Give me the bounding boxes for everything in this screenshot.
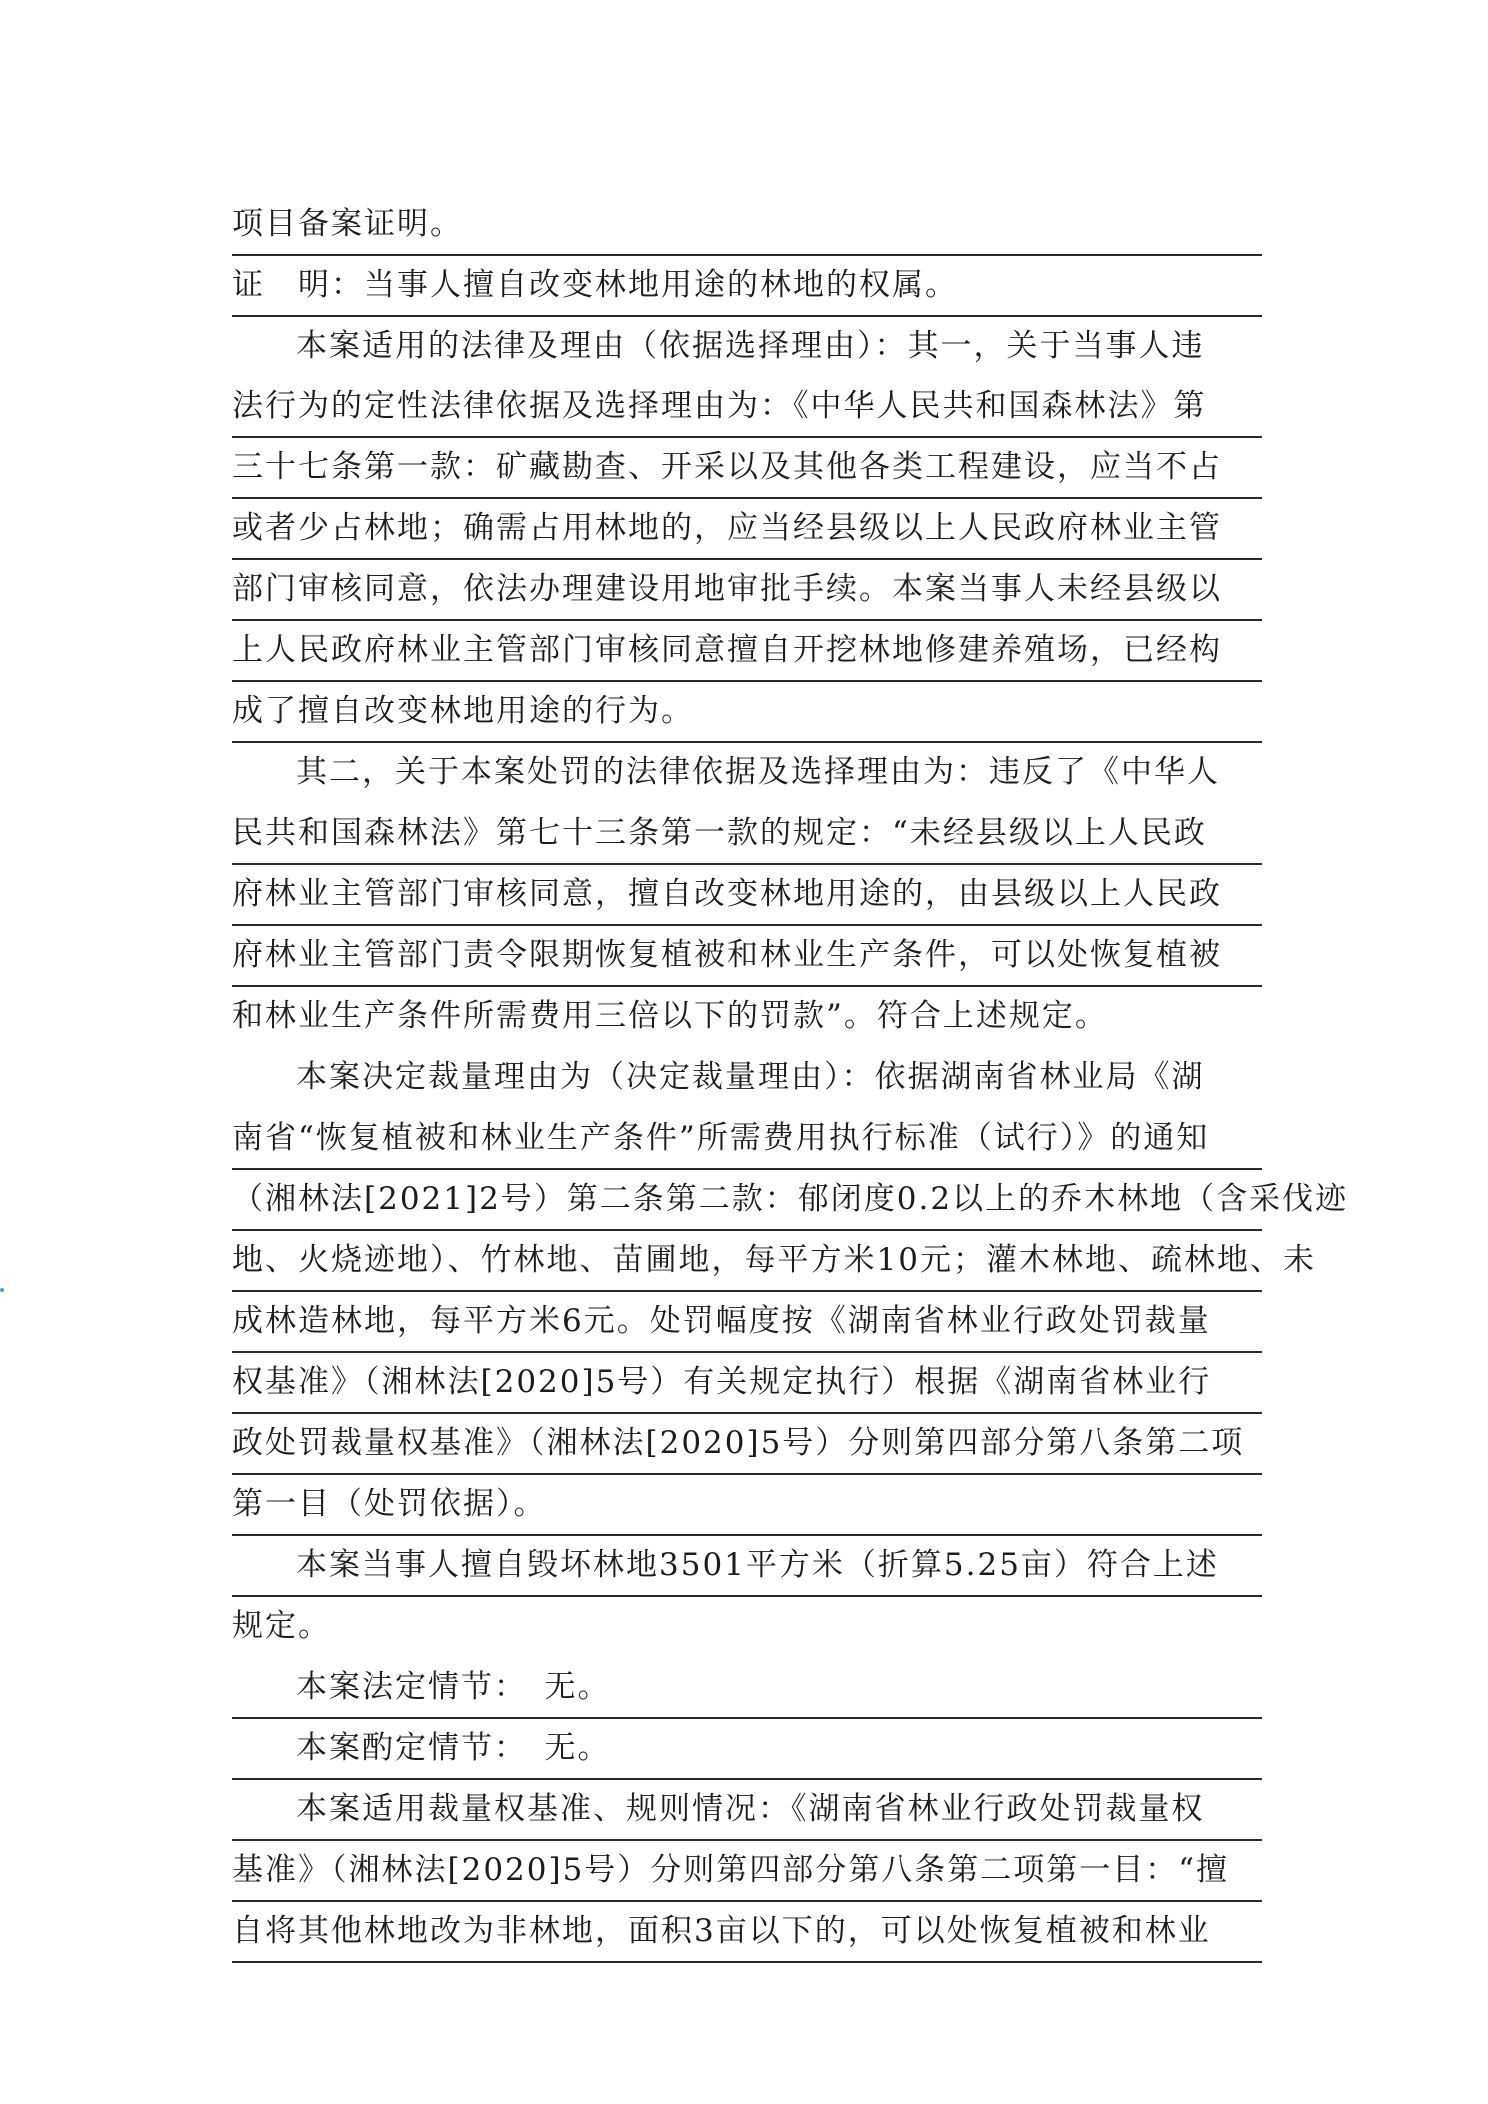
text-line: 府林业主管部门责令限期恢复植被和林业生产条件，可以处恢复植被 bbox=[232, 927, 1262, 987]
text-line: 基准》（湘林法[2020]5号）分则第四部分第八条第二项第一目：“擅 bbox=[232, 1842, 1262, 1902]
text-line: 第一目（处罚依据）。 bbox=[232, 1476, 1262, 1536]
discretionary-circumstances-line: 本案酌定情节： 无。 bbox=[232, 1720, 1262, 1780]
text-line: 本案决定裁量理由为（决定裁量理由）：依据湖南省林业局《湖 bbox=[296, 1059, 1205, 1095]
text-line: 证 明：当事人擅自改变林地用途的林地的权属。 bbox=[232, 257, 1262, 317]
text-line: 权基准》（湘林法[2020]5号）有关规定执行）根据《湖南省林业行 bbox=[232, 1354, 1262, 1414]
text-line: 本案适用的法律及理由（依据选择理由）：其一，关于当事人违 bbox=[296, 328, 1205, 364]
text-line: 政处罚裁量权基准》（湘林法[2020]5号）分则第四部分第八条第二项 bbox=[232, 1415, 1262, 1475]
text-line: 民共和国森林法》第七十三条第一款的规定：“未经县级以上人民政 bbox=[232, 805, 1262, 865]
text-line: 上人民政府林业主管部门审核同意擅自开挖林地修建养殖场，已经构 bbox=[232, 622, 1262, 682]
text-line: 其二，关于本案处罚的法律依据及选择理由为：违反了《中华人 bbox=[296, 754, 1220, 790]
text-line: 成林造林地，每平方米6元。处罚幅度按《湖南省林业行政处罚裁量 bbox=[232, 1293, 1262, 1353]
text-line: 本案当事人擅自毁坏林地3501平方米（折算5.25亩）符合上述 bbox=[232, 1537, 1262, 1597]
scan-edge-mark bbox=[0, 1288, 4, 1292]
text-line: 和林业生产条件所需费用三倍以下的罚款”。符合上述规定。 bbox=[232, 998, 1108, 1034]
text-line: 法行为的定性法律依据及选择理由为：《中华人民共和国森林法》第 bbox=[232, 378, 1262, 438]
text-line: 部门审核同意，依法办理建设用地审批手续。本案当事人未经县级以 bbox=[232, 561, 1262, 621]
text-line: （湘林法[2021]2号）第二条第二款：郁闭度0.2以上的乔木林地（含采伐迹 bbox=[232, 1171, 1262, 1231]
text-line: 或者少占林地；确需占用林地的，应当经县级以上人民政府林业主管 bbox=[232, 500, 1262, 560]
text-line: 规定。 bbox=[232, 1608, 331, 1644]
text-line: 府林业主管部门审核同意，擅自改变林地用途的，由县级以上人民政 bbox=[232, 866, 1262, 926]
statutory-circumstances-line: 本案法定情节： 无。 bbox=[232, 1659, 1262, 1719]
text-line: 三十七条第一款：矿藏勘查、开采以及其他各类工程建设，应当不占 bbox=[232, 439, 1262, 499]
text-line: 本案适用裁量权基准、规则情况：《湖南省林业行政处罚裁量权 bbox=[232, 1781, 1262, 1841]
text-line: 项目备案证明。 bbox=[232, 196, 1262, 256]
text-line: 地、火烧迹地）、竹林地、苗圃地，每平方米10元；灌木林地、疏林地、未 bbox=[232, 1232, 1262, 1292]
text-line: 自将其他林地改为非林地，面积3亩以下的，可以处恢复植被和林业 bbox=[232, 1903, 1262, 1963]
text-line: 成了擅自改变林地用途的行为。 bbox=[232, 683, 1262, 743]
text-line: 南省“恢复植被和林业生产条件”所需费用执行标准（试行）》的通知 bbox=[232, 1110, 1262, 1170]
